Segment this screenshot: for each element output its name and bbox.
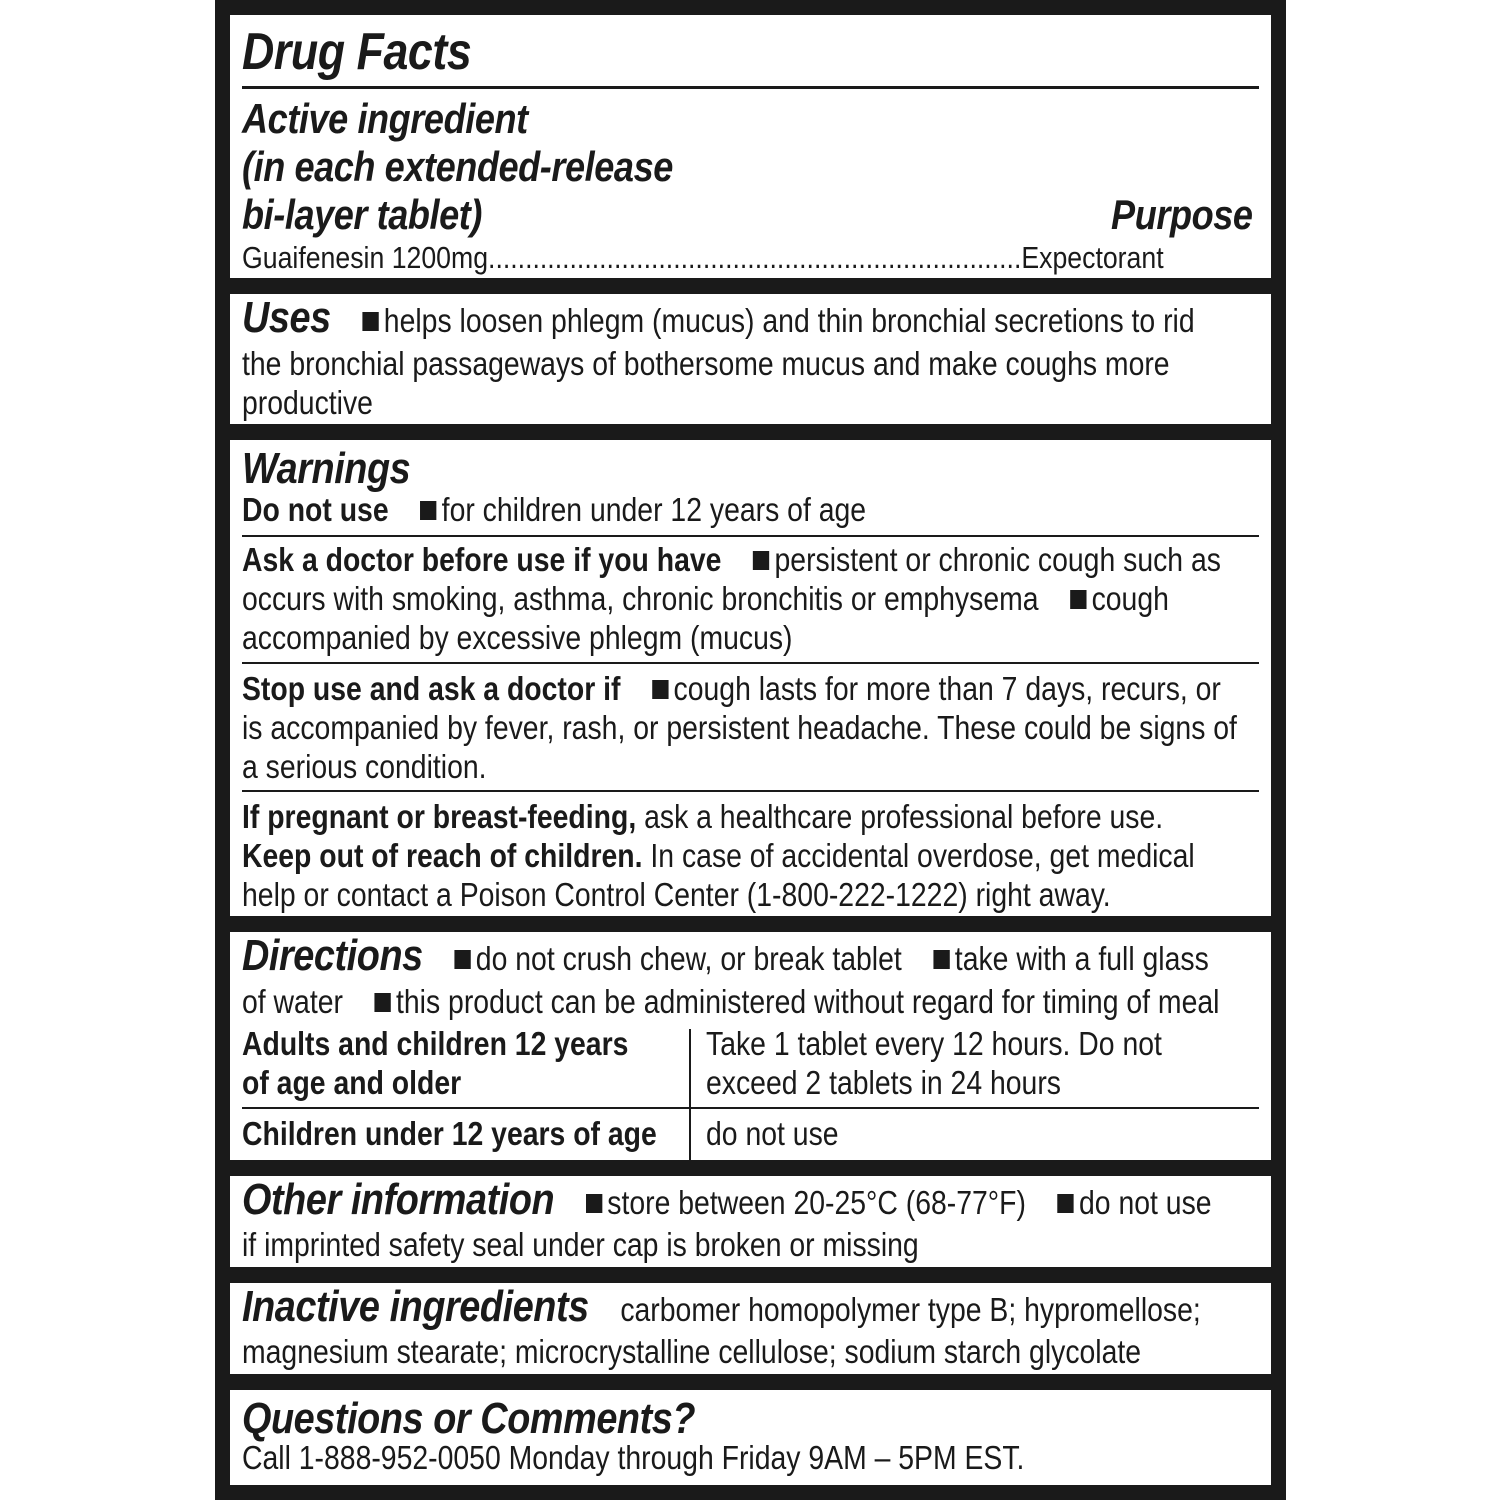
bullet-icon bbox=[652, 680, 668, 699]
uses-heading: Uses bbox=[242, 294, 331, 342]
inactive-ingredients-box bbox=[230, 1283, 1271, 1374]
keep-out-text: In case of accidental overdose, get medical bbox=[650, 837, 1195, 874]
bullet-icon bbox=[1070, 590, 1086, 609]
ask-doctor-text-1: persistent or chronic cough such as bbox=[774, 541, 1221, 578]
bullet-icon bbox=[420, 501, 436, 520]
directions-heading: Directions bbox=[242, 932, 423, 980]
ask-doctor-label: Ask a doctor before use if you have bbox=[242, 541, 722, 578]
active-ingredient-heading: Active ingredient bbox=[242, 95, 528, 142]
bullet-icon bbox=[362, 312, 378, 331]
other-text-line-2: if imprinted safety seal under cap is broken or missing bbox=[242, 1226, 919, 1263]
uses-text-line-2: the bronchial passageways of bothersome mucus and make coughs more bbox=[242, 345, 1170, 382]
do-not-use-label: Do not use bbox=[242, 491, 389, 528]
divider bbox=[242, 535, 1259, 537]
dosage-dose-row-2: do not use bbox=[706, 1115, 839, 1152]
do-not-use-text: for children under 12 years of age bbox=[441, 491, 867, 528]
pregnant-label: If pregnant or breast-feeding, bbox=[242, 798, 637, 835]
drug-facts-title: Drug Facts bbox=[242, 23, 472, 81]
questions-heading: Questions or Comments? bbox=[242, 1394, 696, 1443]
directions-text-2a: of water bbox=[242, 983, 343, 1020]
uses-box bbox=[230, 294, 1271, 424]
ingredient-purpose: Expectorant bbox=[1021, 240, 1164, 275]
stop-use-label: Stop use and ask a doctor if bbox=[242, 670, 621, 707]
questions-text: Call 1-888-952-0050 Monday through Friday 9AM – 5PM EST. bbox=[242, 1439, 1025, 1476]
inactive-text-2: magnesium stearate; microcrystalline cellulose; sodium starch glycolate bbox=[242, 1333, 1142, 1370]
directions-text-2b: this product can be administered without regard for timing of meal bbox=[396, 983, 1220, 1020]
bullet-icon bbox=[1057, 1194, 1073, 1213]
other-text-b: do not use bbox=[1078, 1184, 1212, 1221]
dosage-who-row-2: Children under 12 years of age bbox=[242, 1115, 657, 1152]
ingredient-name: Guaifenesin 1200mg bbox=[242, 240, 489, 275]
divider bbox=[242, 790, 1259, 792]
dosage-who-row-1-line-2: of age and older bbox=[242, 1064, 462, 1101]
divider bbox=[242, 86, 1259, 89]
ask-doctor-text-3: accompanied by excessive phlegm (mucus) bbox=[242, 619, 793, 656]
table-divider bbox=[242, 1107, 1259, 1109]
inactive-text-1: carbomer homopolymer type B; hypromellose; bbox=[620, 1291, 1201, 1328]
stop-use-text-1: cough lasts for more than 7 days, recurs, or bbox=[673, 670, 1221, 707]
questions-box bbox=[230, 1390, 1271, 1485]
keep-out-text-2: help or contact a Poison Control Center (1-800-222-1222) right away. bbox=[242, 876, 1111, 913]
active-ingredient-box bbox=[230, 15, 1271, 278]
dosage-dose-row-1-line-2: exceed 2 tablets in 24 hours bbox=[706, 1064, 1061, 1101]
uses-text-line-3: productive bbox=[242, 384, 373, 421]
bullet-icon bbox=[753, 551, 769, 570]
other-information-box bbox=[230, 1176, 1271, 1267]
pregnant-text: ask a healthcare professional before use. bbox=[644, 798, 1164, 835]
active-ingredient-subheading: (in each extended-release bbox=[242, 143, 673, 190]
warnings-box bbox=[230, 440, 1271, 916]
dosage-who-row-1-line-1: Adults and children 12 years bbox=[242, 1025, 629, 1062]
stop-use-text-3: a serious condition. bbox=[242, 748, 487, 785]
warnings-heading: Warnings bbox=[242, 444, 411, 493]
drug-facts-panel bbox=[215, 0, 1286, 1500]
directions-text-1a: do not crush chew, or break tablet bbox=[475, 940, 902, 977]
divider bbox=[242, 662, 1259, 664]
table-column-divider bbox=[689, 1029, 691, 1160]
active-ingredient-subheading-2: bi-layer tablet) bbox=[242, 191, 483, 238]
uses-text-line-1: helps loosen phlegm (mucus) and thin bronchial secretions to rid bbox=[383, 302, 1195, 339]
directions-text-1b: take with a full glass bbox=[954, 940, 1209, 977]
inactive-ingredients-heading: Inactive ingredients bbox=[242, 1283, 589, 1331]
keep-out-label: Keep out of reach of children. bbox=[242, 837, 643, 874]
directions-box bbox=[230, 932, 1271, 1160]
bullet-icon bbox=[933, 950, 949, 969]
other-text-a: store between 20-25°C (68-77°F) bbox=[607, 1184, 1026, 1221]
other-information-heading: Other information bbox=[242, 1176, 555, 1224]
ask-doctor-text-2: occurs with smoking, asthma, chronic bronchitis or emphysema bbox=[242, 580, 1039, 617]
bullet-icon bbox=[454, 950, 470, 969]
stop-use-text-2: is accompanied by fever, rash, or persistent headache. These could be signs of bbox=[242, 709, 1237, 746]
bullet-icon bbox=[375, 993, 391, 1012]
purpose-heading: Purpose bbox=[1111, 191, 1253, 238]
ask-doctor-text-2-tail: cough bbox=[1091, 580, 1169, 617]
dosage-dose-row-1-line-1: Take 1 tablet every 12 hours. Do not bbox=[706, 1025, 1162, 1062]
bullet-icon bbox=[586, 1194, 602, 1213]
leader-dots: ........................................................................ bbox=[488, 240, 1022, 275]
